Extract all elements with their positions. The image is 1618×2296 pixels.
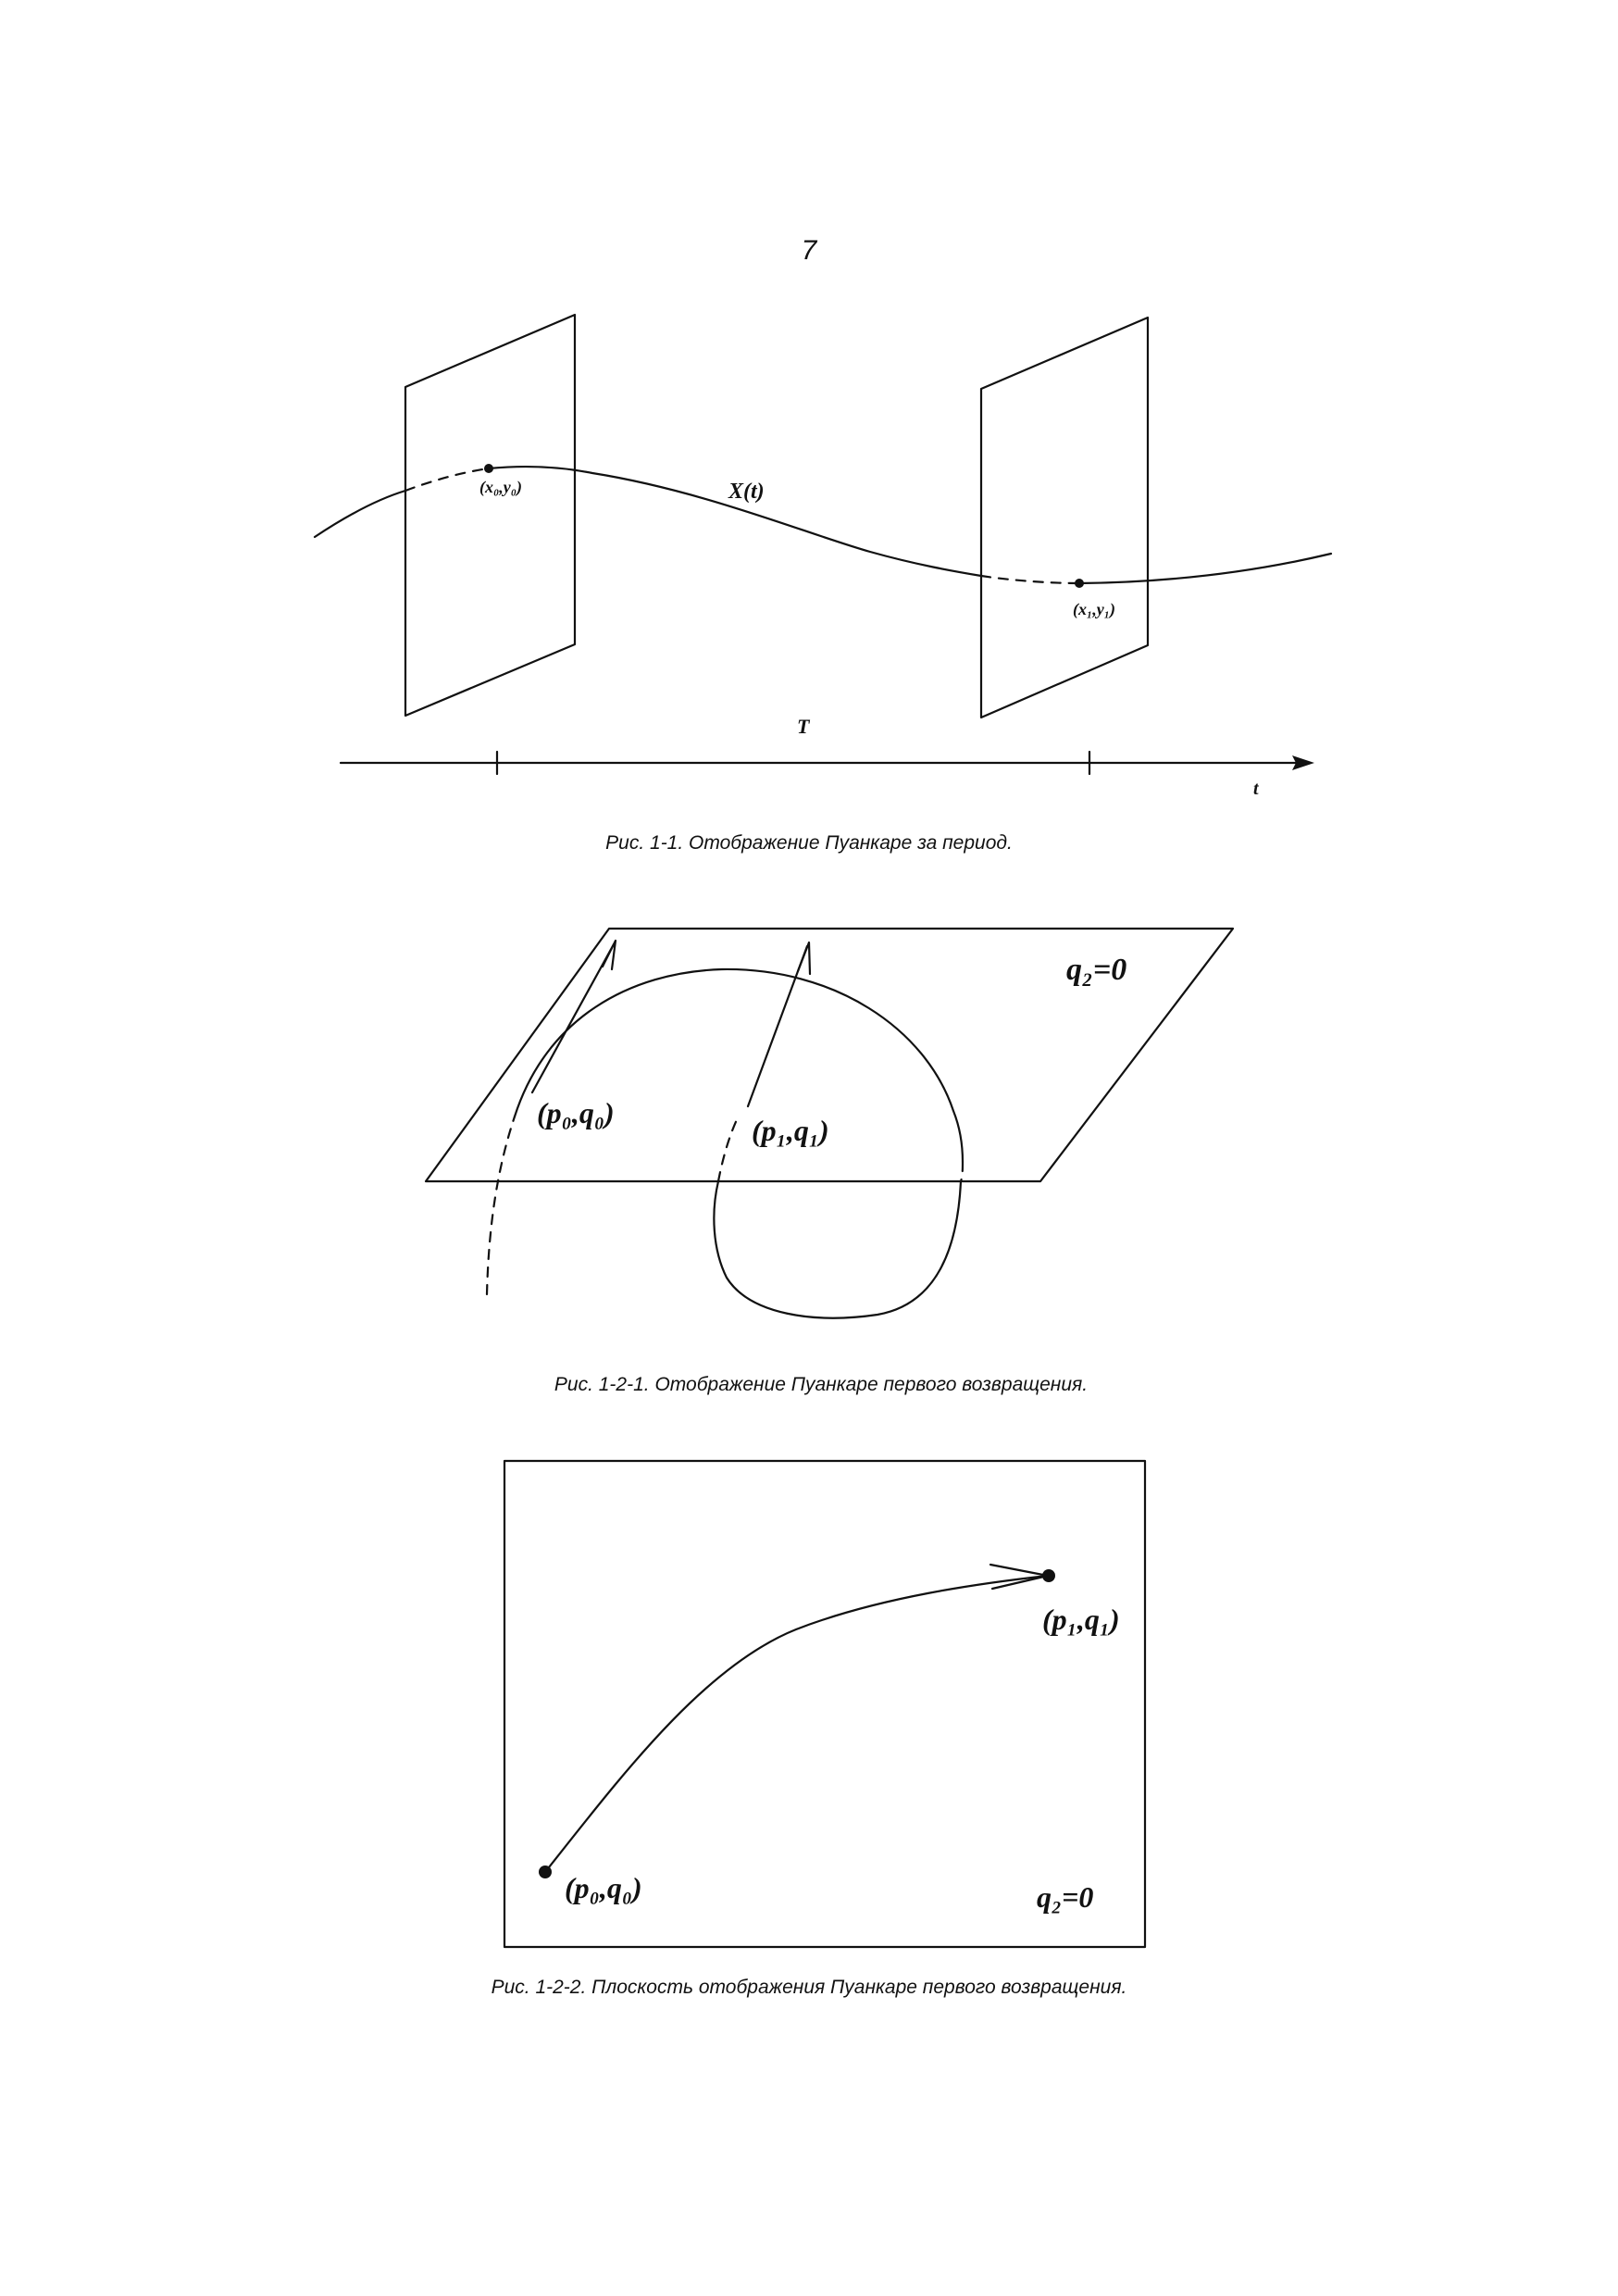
label-axis-t: t [1253,779,1259,799]
caption-1-2-1: Рис. 1-2-1. Отображение Пуанкаре первого возвращения. [554,1374,1089,1395]
trajectory-segment-in [315,491,405,537]
label-p0-q0-plane: (p₀,q₀) [565,1871,642,1904]
point-p0-q0 [539,1866,552,1878]
label-p1-q1-plane: (p₁,q₁) [1042,1603,1120,1636]
point-x1-y1 [1075,579,1084,588]
trajectory-hidden-left [405,468,489,491]
mapping-curve [545,1576,1048,1872]
label-x0-y0: (x₀,y₀) [479,478,523,496]
label-p1-q1: (p₁,q₁) [752,1114,829,1147]
label-plane-q2-frame: q₂=0 [1037,1880,1094,1914]
caption-1-1: Рис. 1-1. Отображение Пуанкаре за период. [605,832,1013,854]
point-x0-y0 [484,464,493,473]
label-p0-q0: (p₀,q₀) [537,1096,615,1129]
trajectory-below-loop [714,1181,961,1318]
label-plane-q2: q₂=0 [1066,953,1127,987]
caption-1-2-2: Рис. 1-2-2. Плоскость отображения Пуанкаре первого возвращения. [491,1977,1127,1998]
figure-1-1 [315,315,1331,854]
vector-p0-arrowhead-icon [603,941,616,969]
page-number: 7 [801,235,817,266]
figure-1-2-1 [426,929,1233,1395]
figure-1-2-2 [492,1461,1145,1998]
trajectory-crossing-right [961,1162,963,1181]
label-period-t: T [797,715,810,738]
label-x1-y1: (x₁,y₁) [1073,600,1116,618]
trajectory-crossing-left [718,1116,739,1181]
trajectory-segment-out [1079,554,1331,583]
point-p1-q1 [1042,1569,1055,1582]
section-plane-left [405,315,575,716]
label-curve-xt: X(t) [728,480,765,504]
trajectory-above-loop [515,969,963,1162]
vector-p1-arrowhead-icon [798,942,810,974]
trajectory-below-left [487,1117,515,1294]
trajectory-hidden-right [981,576,1079,583]
section-plane-right [981,318,1148,718]
